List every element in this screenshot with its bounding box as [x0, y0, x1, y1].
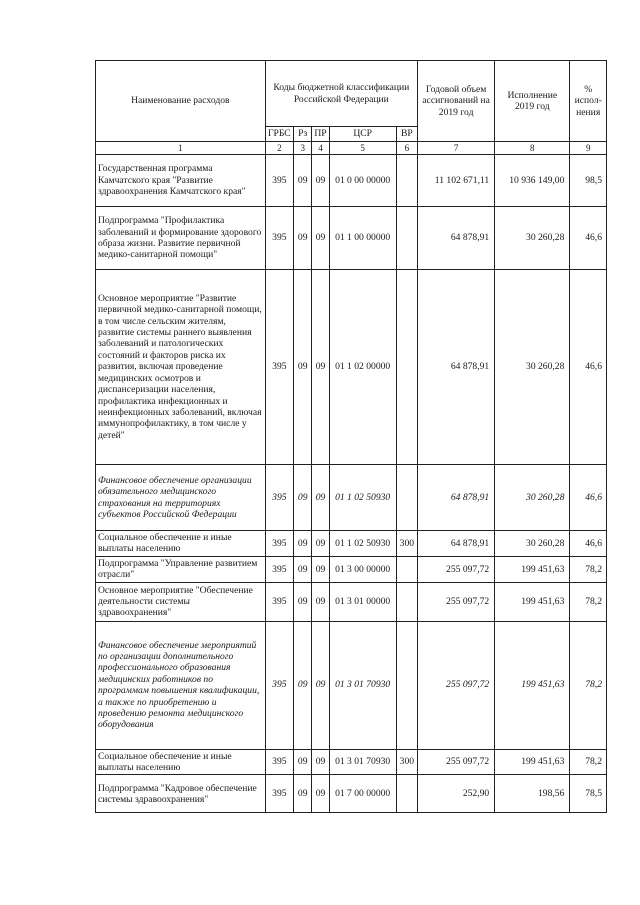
table-row [96, 775, 607, 813]
row-csr: 01 3 01 70930 [329, 621, 396, 749]
row-name: Государственная программа Камчатского края "Развитие здравоохранения Камчатского края" [96, 155, 266, 207]
row-csr: 01 1 00 00000 [329, 207, 396, 270]
row-pr: 09 [312, 207, 329, 270]
row-csr: 01 3 01 70930 [329, 749, 396, 775]
row-rz: 09 [294, 531, 312, 557]
row-pr: 09 [312, 775, 329, 813]
budget-table [95, 60, 607, 813]
table-row [96, 465, 607, 531]
row-vr: 300 [396, 531, 417, 557]
row-annual: 64 878,91 [418, 531, 495, 557]
table-row [96, 155, 607, 207]
column-number: 8 [495, 142, 570, 155]
row-grbs: 395 [265, 207, 293, 270]
row-vr [396, 207, 417, 270]
header-grbs: ГРБС [265, 127, 293, 142]
row-name: Социальное обеспечение и иные выплаты населению [96, 749, 266, 775]
row-rz: 09 [294, 207, 312, 270]
row-rz: 09 [294, 621, 312, 749]
row-name: Финансовое обеспечение организации обязательного медицинского страхования на территориях субъектов Российской Федерации [96, 465, 266, 531]
header-csr: ЦСР [329, 127, 396, 142]
row-vr [396, 465, 417, 531]
row-percent: 78,5 [570, 775, 607, 813]
header-codes: Коды бюджетной классификации Российской Федерации [265, 61, 417, 127]
row-rz: 09 [294, 775, 312, 813]
row-grbs: 395 [265, 531, 293, 557]
row-vr [396, 155, 417, 207]
row-percent: 78,2 [570, 582, 607, 621]
row-vr [396, 556, 417, 582]
row-name: Подпрограмма "Профилактика заболеваний и формирование здорового образа жизни. Развитие первичной медико-санитарной помощи" [96, 207, 266, 270]
row-annual: 255 097,72 [418, 621, 495, 749]
row-grbs: 395 [265, 775, 293, 813]
column-number: 5 [329, 142, 396, 155]
row-pr: 09 [312, 621, 329, 749]
row-csr: 01 7 00 00000 [329, 775, 396, 813]
row-execution: 198,56 [495, 775, 570, 813]
header-percent: % испол-нения [570, 61, 607, 142]
row-percent: 46,6 [570, 207, 607, 270]
row-vr [396, 775, 417, 813]
row-csr: 01 3 01 00000 [329, 582, 396, 621]
table-row [96, 582, 607, 621]
header-annual: Годовой объем ассигнований на 2019 год [418, 61, 495, 142]
row-pr: 09 [312, 155, 329, 207]
row-execution: 199 451,63 [495, 621, 570, 749]
column-number: 9 [570, 142, 607, 155]
table-row [96, 749, 607, 775]
row-name: Основное мероприятие "Развитие первичной медико-санитарной помощи, в том числе сельским жителям, развитие системы раннего выявления заболеваний и патологических состояний и факторов риска их развития, включая проведение медицинских осмотров и диспансеризации населения, профилактика инфекционных и неинфекционных заболеваний, включая иммунопрофилактику, в том числе у детей" [96, 270, 266, 465]
row-annual: 11 102 671,11 [418, 155, 495, 207]
row-vr [396, 621, 417, 749]
table-row [96, 621, 607, 749]
column-number: 7 [418, 142, 495, 155]
row-pr: 09 [312, 465, 329, 531]
header-name: Наименование расходов [96, 61, 266, 142]
row-annual: 255 097,72 [418, 749, 495, 775]
table-row [96, 270, 607, 465]
table-row [96, 207, 607, 270]
row-rz: 09 [294, 270, 312, 465]
header-execution: Исполнение 2019 год [495, 61, 570, 142]
column-number: 1 [96, 142, 266, 155]
row-grbs: 395 [265, 270, 293, 465]
row-percent: 46,6 [570, 531, 607, 557]
row-execution: 199 451,63 [495, 749, 570, 775]
row-execution: 30 260,28 [495, 207, 570, 270]
row-pr: 09 [312, 749, 329, 775]
row-annual: 64 878,91 [418, 207, 495, 270]
table-row [96, 556, 607, 582]
row-execution: 30 260,28 [495, 270, 570, 465]
row-percent: 78,2 [570, 556, 607, 582]
row-rz: 09 [294, 155, 312, 207]
row-annual: 255 097,72 [418, 582, 495, 621]
row-grbs: 395 [265, 621, 293, 749]
column-number: 3 [294, 142, 312, 155]
row-pr: 09 [312, 270, 329, 465]
row-grbs: 395 [265, 155, 293, 207]
column-number: 4 [312, 142, 329, 155]
row-name: Подпрограмма "Кадровое обеспечение системы здравоохранения" [96, 775, 266, 813]
row-csr: 01 1 02 50930 [329, 531, 396, 557]
row-csr: 01 0 00 00000 [329, 155, 396, 207]
table-row [96, 531, 607, 557]
table-body [96, 155, 607, 813]
row-pr: 09 [312, 531, 329, 557]
row-name: Основное мероприятие "Обеспечение деятельности системы здравоохранения" [96, 582, 266, 621]
row-pr: 09 [312, 582, 329, 621]
row-grbs: 395 [265, 556, 293, 582]
row-execution: 199 451,63 [495, 582, 570, 621]
row-grbs: 395 [265, 582, 293, 621]
row-vr [396, 270, 417, 465]
row-rz: 09 [294, 556, 312, 582]
row-percent: 78,2 [570, 749, 607, 775]
row-name: Финансовое обеспечение мероприятий по организации дополнительного профессионального образования медицинских работников по программам повышения квалификации, а также по приобретению и проведению ремонта медицинского оборудования [96, 621, 266, 749]
column-numbers-row [96, 142, 607, 155]
row-percent: 98,5 [570, 155, 607, 207]
row-annual: 252,90 [418, 775, 495, 813]
row-name: Социальное обеспечение и иные выплаты населению [96, 531, 266, 557]
row-csr: 01 3 00 00000 [329, 556, 396, 582]
row-annual: 255 097,72 [418, 556, 495, 582]
row-percent: 46,6 [570, 270, 607, 465]
column-number: 6 [396, 142, 417, 155]
row-rz: 09 [294, 749, 312, 775]
column-number: 2 [265, 142, 293, 155]
header-vr: ВР [396, 127, 417, 142]
row-csr: 01 1 02 50930 [329, 465, 396, 531]
row-execution: 30 260,28 [495, 531, 570, 557]
header-rz: Рз [294, 127, 312, 142]
row-pr: 09 [312, 556, 329, 582]
row-annual: 64 878,91 [418, 270, 495, 465]
row-csr: 01 1 02 00000 [329, 270, 396, 465]
row-percent: 78,2 [570, 621, 607, 749]
row-rz: 09 [294, 582, 312, 621]
row-annual: 64 878,91 [418, 465, 495, 531]
row-vr [396, 582, 417, 621]
row-execution: 10 936 149,00 [495, 155, 570, 207]
row-vr: 300 [396, 749, 417, 775]
row-percent: 46,6 [570, 465, 607, 531]
header-pr: ПР [312, 127, 329, 142]
row-execution: 199 451,63 [495, 556, 570, 582]
row-execution: 30 260,28 [495, 465, 570, 531]
row-name: Подпрограмма "Управление развитием отрасли" [96, 556, 266, 582]
row-rz: 09 [294, 465, 312, 531]
row-grbs: 395 [265, 749, 293, 775]
row-grbs: 395 [265, 465, 293, 531]
